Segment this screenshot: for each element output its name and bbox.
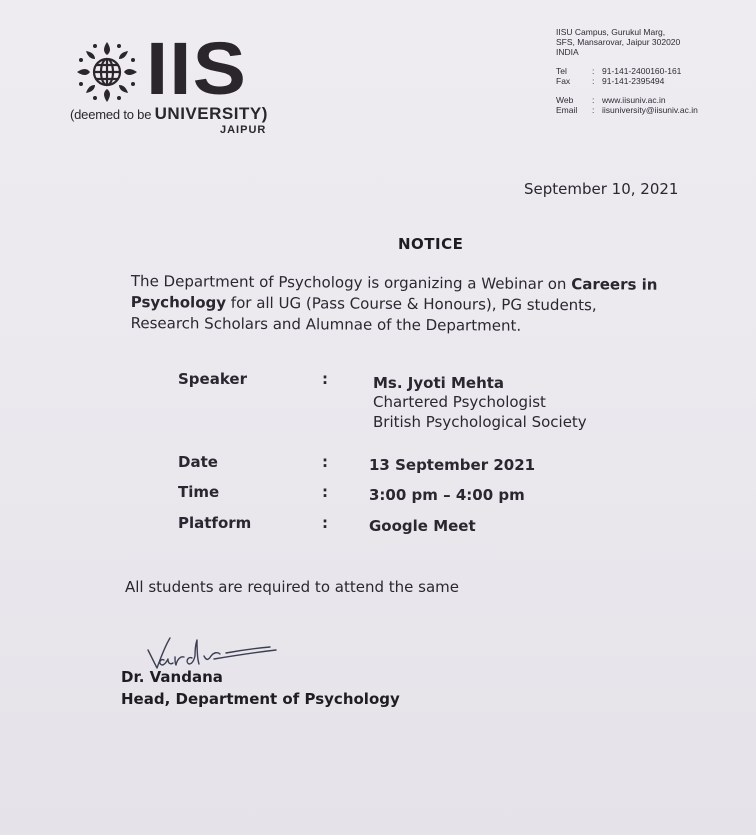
tel-label: Tel — [556, 66, 567, 76]
web-block — [556, 95, 746, 115]
body-bold-2: Psychology — [130, 292, 227, 312]
date-label: Date — [178, 453, 218, 471]
fax-separator: : — [592, 76, 595, 86]
body-part-2: for all UG (Pass Course & Honours), PG students, — [225, 293, 597, 315]
speaker-org: British Psychological Society — [373, 413, 587, 431]
web-label: Web — [556, 95, 574, 105]
web-value: www.iisuniv.ac.in — [602, 95, 666, 105]
body-part-1: The Department of Psychology is organizing a Webinar on — [130, 271, 572, 294]
address-line-3: INDIA — [556, 47, 579, 57]
notice-body — [131, 271, 691, 338]
speaker-colon: : — [322, 370, 328, 388]
logo-deemed-text — [70, 104, 268, 124]
platform-colon: : — [322, 514, 328, 532]
body-line-3: Research Scholars and Alumnae of the Department. — [130, 313, 522, 335]
speaker-name: Ms. Jyoti Mehta — [373, 374, 505, 392]
fax-value: 91-141-2395494 — [602, 76, 665, 86]
web-row — [556, 95, 746, 105]
logo-wordmark: IIS — [146, 27, 247, 110]
body-line-1 — [131, 272, 658, 294]
email-separator: : — [592, 105, 595, 115]
logo-deemed-prefix: (deemed to be — [70, 107, 152, 122]
closing-text: All students are required to attend the same — [125, 578, 459, 596]
university-emblem-icon — [75, 40, 139, 104]
tel-separator: : — [592, 66, 595, 76]
email-value: iisuniversity@iisuniv.ac.in — [602, 105, 698, 115]
web-separator: : — [592, 95, 595, 105]
university-logo — [70, 27, 270, 138]
platform-value: Google Meet — [369, 517, 476, 535]
date-value: 13 September 2021 — [369, 456, 536, 474]
body-line-2 — [131, 293, 597, 314]
fax-label: Fax — [556, 76, 571, 86]
letterhead-address — [556, 27, 746, 115]
notice-date: September 10, 2021 — [524, 180, 679, 198]
body-bold-1: Careers in — [571, 275, 658, 294]
platform-label: Platform — [178, 514, 252, 532]
tel-row — [556, 66, 746, 76]
speaker-title: Chartered Psychologist — [373, 393, 546, 411]
time-value: 3:00 pm – 4:00 pm — [369, 486, 525, 504]
notice-title: NOTICE — [398, 235, 464, 253]
address-line-1: IISU Campus, Gurukul Marg, — [556, 27, 666, 37]
fax-row — [556, 76, 746, 86]
logo-university-text: UNIVERSITY — [154, 104, 262, 123]
speaker-label: Speaker — [178, 370, 247, 388]
logo-city: JAIPUR — [220, 124, 267, 136]
email-row — [556, 105, 746, 115]
speaker-value — [373, 374, 587, 432]
signer-name: Dr. Vandana — [121, 668, 223, 686]
time-label: Time — [178, 483, 220, 501]
time-colon: : — [322, 483, 328, 501]
email-label: Email — [556, 105, 578, 115]
date-colon: : — [322, 453, 328, 471]
address-line-2: SFS, Mansarovar, Jaipur 302020 — [556, 37, 681, 47]
logo-deemed-suffix: ) — [261, 104, 268, 123]
phone-block — [556, 66, 746, 86]
signer-role: Head, Department of Psychology — [121, 690, 400, 708]
tel-value: 91-141-2400160-161 — [602, 66, 682, 76]
